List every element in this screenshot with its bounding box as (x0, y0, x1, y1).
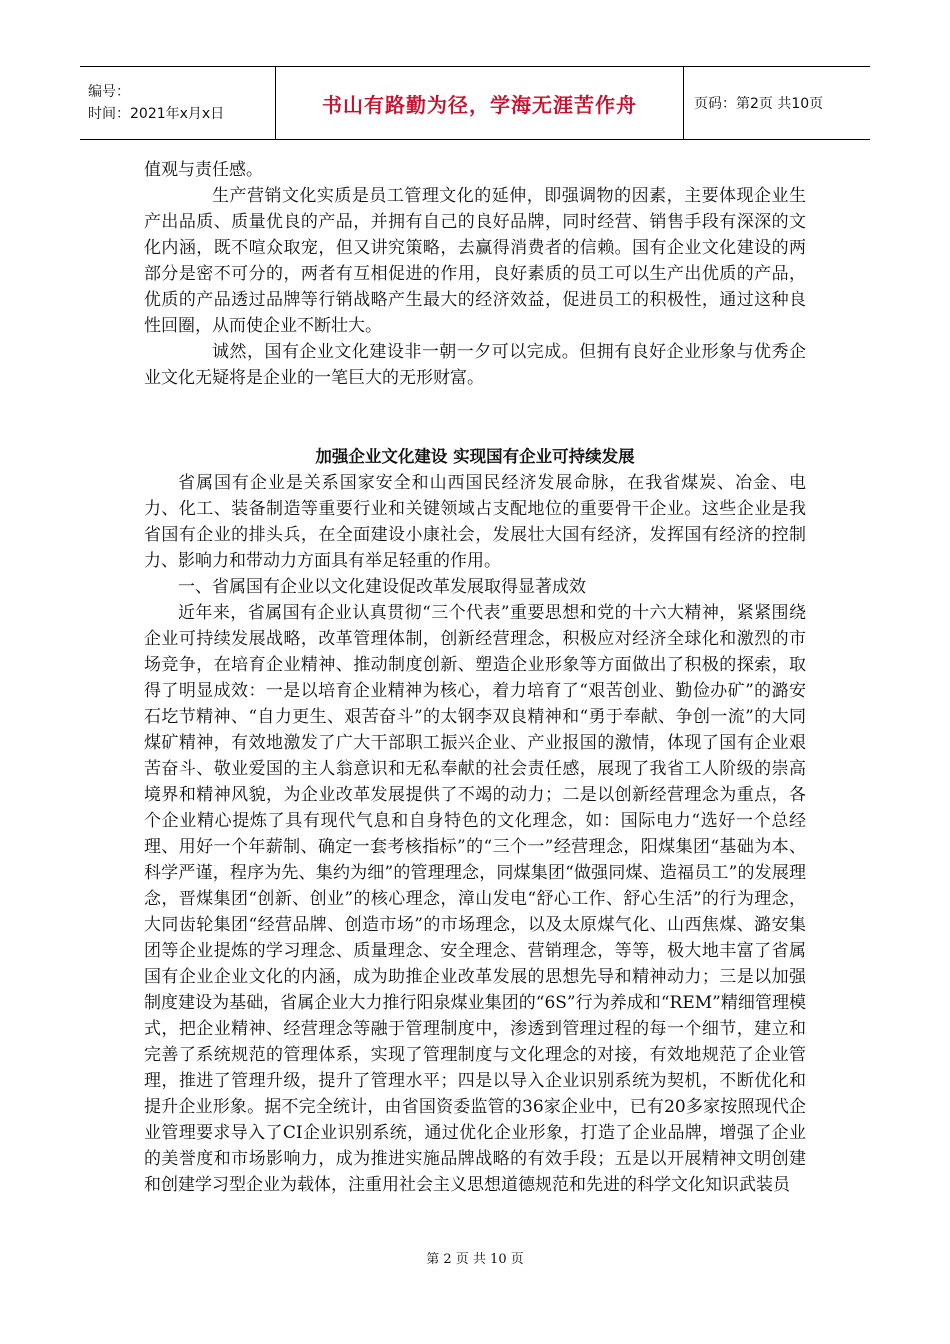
header-page-info (684, 67, 870, 139)
header-meta (80, 67, 276, 139)
header-motto (276, 67, 684, 139)
page-footer (0, 1248, 950, 1267)
paragraph-6: 近年来，省属国有企业认真贯彻“三个代表”重要思想和党的十六大精神，紧紧围绕企业可持续发展战略，改革管理体制，创新经营理念，积极应对经济全球化和激烈的市场竞争，在培育企业精神、推动制度创新、塑造企业形象等方面做出了积极的探索，取得了明显成效：一是以培育企业精神为核心，着力培育了“艰苦创业、勤俭办矿”的潞安石圪节精神、“自力更生、艰苦奋斗”的太钢李双良精神和“勇于奉献、争创一流”的大同煤矿精神，有效地激发了广大干部职工振兴企业、产业报国的激情，体现了国有企业艰苦奋斗、敬业爱国的主人翁意识和无私奉献的社会责任感，展现了我省工人阶级的崇高境界和精神风貌，为企业改革发展提供了不竭的动力；二是以创新经营理念为重点，各个企业精心提炼了具有现代气息和自身特色的文化理念，如：国际电力“选好一个总经理、用好一个年薪制、确定一套考核指标”的“三个一”经营理念，阳煤集团“基础为本、科学严谨，程序为先、集约为细”的管理理念，同煤集团“做强同煤、造福员工”的发展理念，晋煤集团“创新、创业”的核心理念，漳山发电“舒心工作、舒心生活”的行为理念，大同齿轮集团“经营品牌、创造市场”的市场理念，以及太原煤气化、山西焦煤、潞安集团等企业提炼的学习理念、质量理念、安全理念、营销理念，等等，极大地丰富了省属国有企业企业文化的内涵，成为助推企业改革发展的思想先导和精神动力；三是以加强制度建设为基础，省属企业大力推行阳泉煤业集团的“6S”行为养成和“REM”精细管理模式，把企业精神、经营理念等融于管理制度中，渗透到管理过程的每一个细节，建立和完善了系统规范的管理体系，实现了管理制度与文化理念的对接，有效地规范了企业管理，推进了管理升级，提升了管理水平；四是以导入企业识别系统为契机，不断优化和提升企业形象。据不完全统计，由省国资委监管的36家企业中，已有20多家按照现代企业管理要求导入了CI企业识别系统，通过优化企业形象，打造了企业品牌，增强了企业的美誉度和市场影响力，成为推进实施品牌战略的有效手段；五是以开展精神文明创建和创建学习型企业为载体，注重用社会主义思想道德规范和先进的科学文化知识武装员 (144, 603, 806, 1195)
footer-page-number: 第 2 页 共 10 页 (426, 1252, 524, 1267)
document-body (144, 157, 806, 1198)
document-date: 时间：2021年x月x日 (88, 106, 225, 122)
section-title: 加强企业文化建设 实现国有企业可持续发展 (315, 447, 635, 466)
page-info-text: 页码：第2页 共10页 (694, 96, 824, 112)
paragraph-1: 值观与责任感。 (144, 160, 263, 180)
section-gap (144, 391, 806, 444)
paragraph-5-heading: 一、省属国有企业以文化建设促改革发展取得显著成效 (178, 577, 586, 597)
page-header (80, 66, 870, 140)
paragraph-4: 省属国有企业是关系国家安全和山西国民经济发展命脉，在我省煤炭、冶金、电力、化工、装备制造等重要行业和关键领域占支配地位的重要骨干企业。这些企业是我省国有企业的排头兵，在全面建设小康社会，发展壮大国有经济，发挥国有经济的控制力、影响力和带动力方面具有举足轻重的作用。 (144, 473, 806, 571)
paragraph-2: 生产营销文化实质是员工管理文化的延伸，即强调物的因素，主要体现企业生产出品质、质量优良的产品，并拥有自己的良好品牌，同时经营、销售手段有深深的文化内涵，既不喧众取宠，但又讲究策略，去赢得消费者的信赖。国有企业文化建设的两部分是密不可分的，两者有互相促进的作用，良好素质的员工可以生产出优质的产品，优质的产品透过品牌等行销战略产生最大的经济效益，促进员工的积极性，通过这种良性回圈，从而使企业不断壮大。 (144, 186, 806, 336)
document-number: 编号： (88, 84, 130, 100)
paragraph-3: 诚然，国有企业文化建设非一朝一夕可以完成。但拥有良好企业形象与优秀企业文化无疑将是企业的一笔巨大的无形财富。 (144, 342, 806, 388)
motto-text: 书山有路勤为径，学海无涯苦作舟 (322, 92, 637, 117)
